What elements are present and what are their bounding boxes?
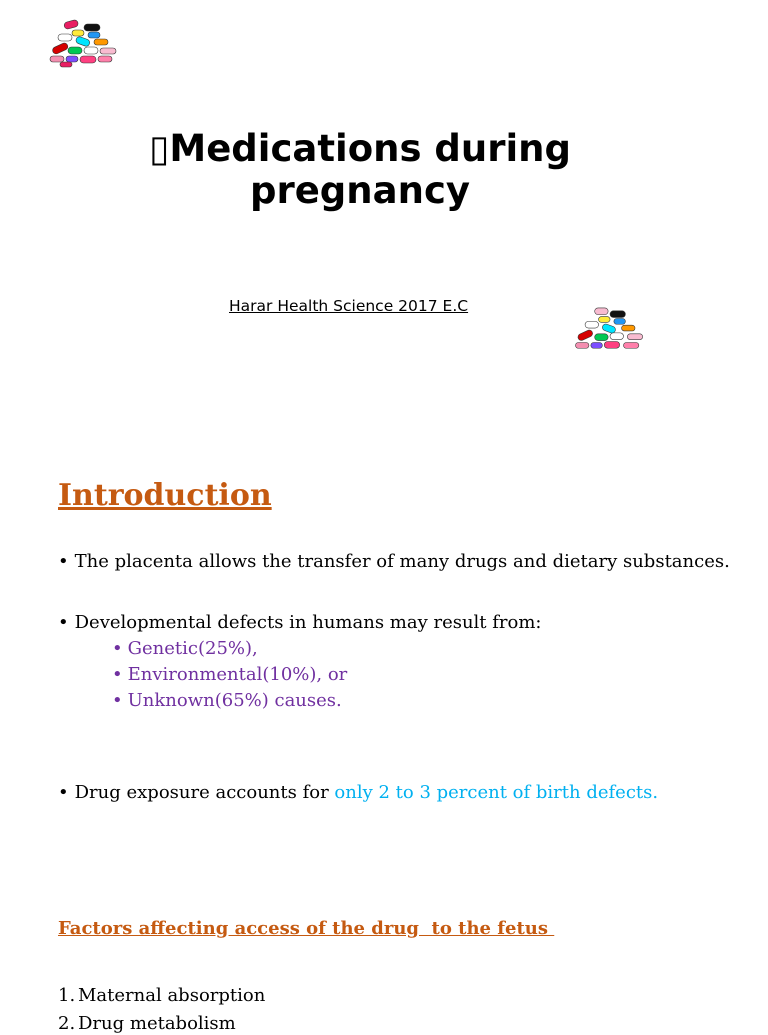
bullet-placenta: • The placenta allows the transfer of many drugs and dietary substances.	[58, 551, 730, 572]
subtitle: Harar Health Science 2017 E.C	[229, 297, 469, 315]
introduction-heading: Introduction	[58, 478, 272, 513]
bullet-text: The placenta allows the transfer of many drugs and dietary substances.	[74, 551, 730, 572]
placeholder-glyph-icon: ▯	[149, 127, 170, 170]
item-text: Drug metabolism	[78, 1013, 236, 1034]
pills-icon	[46, 18, 124, 68]
bullet-text: Developmental defects in humans may result from:	[74, 612, 542, 633]
title-line-1: Medications during	[169, 127, 571, 170]
sub-bullet-text: Unknown(65%) causes.	[127, 690, 342, 711]
sub-bullet-text: Genetic(25%),	[127, 638, 258, 659]
pills-icon	[573, 306, 649, 354]
sub-bullet-genetic: • Genetic(25%),	[112, 638, 258, 659]
numbered-item-1	[58, 985, 265, 1007]
bullet-drug-exposure: • Drug exposure accounts for only 2 to 3 percent of birth defects.	[58, 782, 659, 803]
sub-bullet-environmental: • Environmental(10%), or	[112, 664, 348, 685]
slide-title	[120, 128, 600, 212]
item-number: 1.	[58, 985, 76, 1006]
numbered-item-2	[58, 1013, 236, 1035]
sub-bullet-unknown: • Unknown(65%) causes.	[112, 690, 342, 711]
item-number: 2.	[58, 1013, 76, 1034]
factors-heading: Factors affecting access of the drug to the fetus	[58, 918, 555, 939]
title-line-2: pregnancy	[249, 169, 470, 212]
highlighted-text: only 2 to 3 percent of birth defects.	[334, 782, 659, 803]
bullet-developmental-defects: • Developmental defects in humans may result from:	[58, 612, 542, 633]
sub-bullet-text: Environmental(10%), or	[127, 664, 348, 685]
item-text: Maternal absorption	[78, 985, 266, 1006]
bullet-text: Drug exposure accounts for	[74, 782, 335, 803]
